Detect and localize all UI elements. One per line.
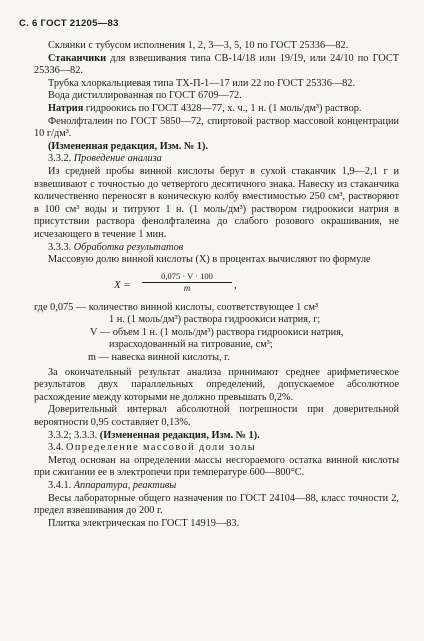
edit-note-2-label: (Измененная редакция, Изм. № 1).: [99, 429, 260, 441]
hotplate-text: Плитка электрическая по ГОСТ 14919—83.: [48, 517, 240, 529]
item-calcium-tube: Трубка хлоркальциевая типа ТХ-П-1—17 или 22 по ГОСТ 25336—82.: [48, 77, 356, 89]
section-3-4-1-text: Весы лабораторные общего назначения по ГОСТ 24104—88, класс точности 2, предел взвешивания до 200 г.: [34, 492, 399, 517]
section-3-4-heading: [34, 442, 399, 455]
item-flasks: Склянки с тубусом исполнения 1, 2, 3—3, 5, 10 по ГОСТ 25336—82.: [48, 40, 349, 51]
formula: [34, 271, 399, 299]
document-body: [34, 40, 399, 530]
formula-equals: =: [124, 278, 131, 291]
formula-fraction: [142, 271, 232, 294]
item-phenolphthalein: Фенолфталеин по ГОСТ 5850—72, спиртовой раствор массовой концентрации 10 г/дм³.: [34, 115, 399, 140]
section-3-3-3-heading: [34, 242, 399, 255]
definition-v: V — объем 1 н. (1 моль/дм³) раствора гидроокиси натрия,: [90, 326, 344, 338]
section-number: 3.3.2.: [48, 153, 74, 165]
item-weighing-cups-text: для взвешивания типа СВ-14/18 или 19/19, или 24/10 по ГОСТ 25336—82.: [34, 52, 399, 77]
section-number: 3.3.3.: [48, 241, 74, 253]
definition-v-cont: израсходованный на титрование, см³;: [109, 339, 273, 351]
section-number: 3.4.1.: [48, 480, 74, 491]
section-3-3-2-heading: [34, 153, 399, 166]
formula-definitions: [34, 302, 399, 365]
definition-0075-cont: 1 н. (1 моль/дм³) раствора гидроокиси натрия, г;: [109, 314, 321, 326]
section-title: Обработка результатов: [73, 241, 184, 253]
definition-0075: где 0,075 — количество винной кислоты, соответствующее 1 см³: [34, 301, 319, 313]
item-weighing-cups-term: Стаканчики: [48, 52, 107, 64]
confidence-interval-text: Доверительный интервал абсолютной погрешности при доверительной вероятности 0,95 составляет 0,13%.: [34, 404, 399, 429]
item-weighing-cups: [34, 53, 399, 78]
formula-lhs: X: [114, 278, 121, 291]
section-title: Определение массовой доли золы: [66, 442, 257, 454]
formula-numerator: 0,075 · V · 100: [142, 271, 232, 283]
section-title: Проведение анализа: [73, 153, 162, 165]
page-header: С. 6 ГОСТ 21205—83: [19, 18, 119, 29]
edit-note-2: [34, 430, 399, 443]
formula-denominator: m: [183, 282, 191, 293]
item-sodium-hydroxide: [34, 103, 399, 116]
edit-note-2-refs: 3.3.2; 3.3.3.: [48, 429, 100, 441]
section-3-4-1-heading: [34, 480, 399, 493]
formula-comma: ,: [234, 278, 237, 291]
section-3-3-2-text: Из средней пробы винной кислоты берут в сухой стаканчик 1,9—2,1 г и взвешивают с точностью до четвертого десятичного знака. Навеску из стаканчика количественно переносят в коническую колбу вместимостью 250 см³, растворяют в 100 см³ воды и титруют 1 н. (1 моль/дм³) раствором гидроокиси натрия в присутствии раствора фенолфталеина до слабого розового окрашивания, не исчезающего в течение 1 мин.: [34, 165, 399, 240]
definition-m: m — навеска винной кислоты, г.: [88, 352, 230, 364]
section-3-4-text: Метод основан на определении массы несгораемого остатка винной кислоты при сжигании ее в электропечи при температуре 600—800°С.: [34, 454, 399, 479]
section-3-3-3-text: Массовую долю винной кислоты (X) в процентах вычисляют по формуле: [48, 254, 371, 266]
item-water: Вода дистиллированная по ГОСТ 6709—72.: [48, 90, 242, 102]
section-title: Аппаратура, реактивы: [73, 480, 177, 491]
final-result-text: За окончательный результат анализа принимают среднее арифметическое результатов двух параллельных определений, допускаемое абсолютное расхождение между которыми не должно превышать 0,2%.: [34, 366, 399, 403]
edit-note-1: (Измененная редакция, Изм. № 1).: [48, 140, 208, 152]
item-sodium-term: Натрия: [48, 102, 84, 114]
section-number: 3.4.: [48, 442, 67, 454]
item-sodium-text: гидроокись по ГОСТ 4328—77, х. ч., 1 н. (1 моль/дм³) раствор.: [83, 102, 362, 114]
